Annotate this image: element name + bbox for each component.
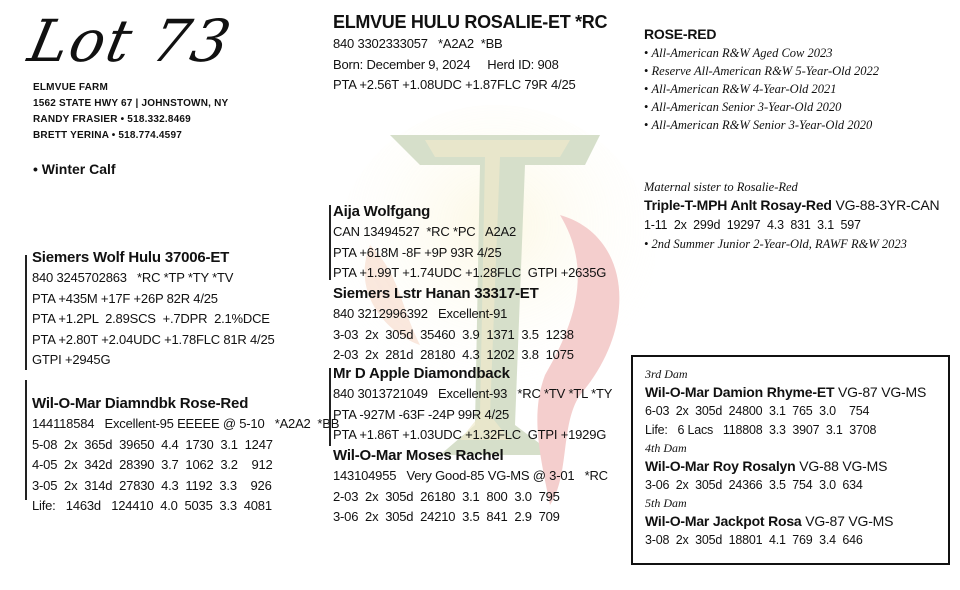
sire-sire-line: PTA +618M -8F +9P 93R 4/25: [333, 244, 502, 260]
consignor-block: [33, 80, 228, 144]
dam-dam-line: 2-03 2x 305d 26180 3.1 800 3.0 795: [333, 488, 560, 504]
dam-4-label: 4th Dam: [645, 441, 687, 455]
maternal-sister-label: Maternal sister to Rosalie-Red: [644, 180, 798, 194]
award-item: • All-American R&W Aged Cow 2023: [644, 44, 879, 62]
dam-5-name: Wil-O-Mar Jackpot Rosa: [645, 513, 802, 529]
subject-block: [333, 10, 607, 96]
sire-sire-block: [333, 201, 606, 284]
dam-block: [32, 393, 339, 517]
dam-5-class: VG-87 VG-MS: [805, 513, 894, 529]
dam-dam-block: [333, 445, 608, 528]
dam-3-label: 3rd Dam: [645, 367, 688, 381]
award-item: • All-American R&W 4-Year-Old 2021: [644, 80, 879, 98]
dam-dam-line: 143104955 Very Good-85 VG-MS @ 3-01 *RC: [333, 468, 608, 483]
dam-3-class: VG-87 VG-MS: [838, 384, 927, 400]
maternal-sister-name: [644, 196, 954, 215]
dam-line: 5-08 2x 365d 39650 4.4 1730 3.1 1247: [32, 436, 273, 452]
rose-red-block: [644, 24, 879, 134]
dam-4-name-row: [645, 457, 945, 476]
dam-sire-block: [333, 363, 612, 446]
sire-line: PTA +1.2PL 2.89SCS +.7DPR 2.1%DCE: [32, 311, 270, 326]
dam-4-class: VG-88 VG-MS: [799, 458, 888, 474]
award-item: • Reserve All-American R&W 5-Year-Old 2022: [644, 62, 879, 80]
maternal-sister-block: [644, 178, 954, 253]
consignor-farm: ELMVUE FARM: [33, 82, 108, 93]
subject-line-1: 840 3302333057 *A2A2 *BB: [333, 36, 503, 51]
sire-block: [32, 247, 275, 371]
dam-dam-line: 3-06 2x 305d 24210 3.5 841 2.9 709: [333, 509, 560, 524]
dam-3-record: 6-03 2x 305d 24800 3.1 765 3.0 754: [645, 404, 870, 418]
sire-line: 840 3245702863 *RC *TP *TY *TV: [32, 270, 234, 285]
sire-name: Siemers Wolf Hulu 37006-ET: [32, 249, 230, 266]
dam-sire-line: PTA +1.86T +1.03UDC +1.32FLC GTPI +1929G: [333, 427, 607, 442]
consignor-address: 1562 STATE HWY 67 | JOHNSTOWN, NY: [33, 98, 229, 109]
dam-3-name: Wil-O-Mar Damion Rhyme-ET: [645, 384, 835, 400]
dam-bracket: [25, 380, 27, 500]
maternal-sister-award-text: 2nd Summer Junior 2-Year-Old, RAWF R&W 2023: [651, 237, 907, 251]
dam-sire-name: Mr D Apple Diamondback: [333, 365, 510, 382]
sire-line: PTA +2.80T +2.04UDC +1.78FLC 81R 4/25: [32, 331, 275, 347]
sire-sire-name: Aija Wolfgang: [333, 203, 431, 220]
sire-bracket: [25, 255, 27, 370]
rose-red-title: ROSE-RED: [644, 26, 717, 42]
subject-line-2: Born: December 9, 2024 Herd ID: 908: [333, 56, 559, 72]
dam-dam-name: Wil-O-Mar Moses Rachel: [333, 447, 504, 464]
sire-sire-line: CAN 13494527 *RC *PC A2A2: [333, 224, 517, 239]
calf-tag-label: Winter Calf: [41, 161, 116, 177]
dams-box-content: [645, 366, 945, 550]
lot-number: Lot 73: [22, 7, 239, 75]
subject-name: ELMVUE HULU ROSALIE-ET *RC: [333, 12, 608, 32]
dam-3-name-row: [645, 383, 945, 402]
dam-4-name: Wil-O-Mar Roy Rosalyn: [645, 458, 796, 474]
dam-name: Wil-O-Mar Diamndbk Rose-Red: [32, 395, 249, 412]
sire-line: GTPI +2945G: [32, 352, 111, 367]
dam-5-record: 3-08 2x 305d 18801 4.1 769 3.4 646: [645, 533, 863, 547]
sire-dam-line: 3-03 2x 305d 35460 3.9 1371 3.5 1238: [333, 326, 574, 342]
dam-sire-line: PTA -927M -63F -24P 99R 4/25: [333, 406, 510, 422]
sire-sire-bracket: [329, 205, 331, 280]
maternal-sister-name-text: Triple-T-MPH Anlt Rosay-Red: [644, 197, 832, 213]
maternal-sister-award: • 2nd Summer Junior 2-Year-Old, RAWF R&W 2023: [644, 237, 907, 251]
dam-4-record: 3-06 2x 305d 24366 3.5 754 3.0 634: [645, 478, 863, 492]
dam-line: 144118584 Excellent-95 EEEEE @ 5-10 *A2A2 *BB: [32, 416, 340, 431]
sire-line: PTA +435M +17F +26P 82R 4/25: [32, 290, 218, 306]
rose-red-awards: [644, 44, 879, 134]
subject-line-3: PTA +2.56T +1.08UDC +1.87FLC 79R 4/25: [333, 77, 576, 92]
award-item: • All-American Senior 3-Year-Old 2020: [644, 98, 879, 116]
sire-dam-line: 840 3212996392 Excellent-91: [333, 306, 508, 321]
dam-3-lifetime: Life: 6 Lacs 118808 3.3 3907 3.1 3708: [645, 423, 877, 437]
calf-tag: • Winter Calf: [33, 161, 116, 177]
dam-5-label: 5th Dam: [645, 496, 687, 510]
sire-dam-name: Siemers Lstr Hanan 33317-ET: [333, 285, 539, 302]
sire-sire-line: PTA +1.99T +1.74UDC +1.28FLC GTPI +2635G: [333, 265, 607, 280]
dam-line: Life: 1463d 124410 4.0 5035 3.3 4081: [32, 498, 272, 513]
dam-line: 4-05 2x 342d 28390 3.7 1062 3.2 912: [32, 457, 273, 472]
dam-sire-line: 840 3013721049 Excellent-93 *RC *TV *TL *TY: [333, 386, 613, 401]
sire-dam-line: 2-03 2x 281d 28180 4.3 1202 3.8 1075: [333, 347, 574, 362]
sire-dam-block: [333, 283, 574, 366]
dam-sire-bracket: [329, 368, 331, 446]
dams-box: [631, 355, 950, 565]
dam-5-name-row: [645, 512, 945, 531]
consignor-contact-2: BRETT YERINA • 518.774.4597: [33, 130, 182, 141]
consignor-contact-1: RANDY FRASIER • 518.332.8469: [33, 114, 191, 125]
dam-line: 3-05 2x 314d 27830 4.3 1192 3.3 926: [32, 477, 272, 493]
award-item: • All-American R&W Senior 3-Year-Old 2020: [644, 116, 879, 134]
maternal-sister-record: 1-11 2x 299d 19297 4.3 831 3.1 597: [644, 218, 861, 232]
maternal-sister-class: VG-88-3YR-CAN: [835, 197, 940, 213]
